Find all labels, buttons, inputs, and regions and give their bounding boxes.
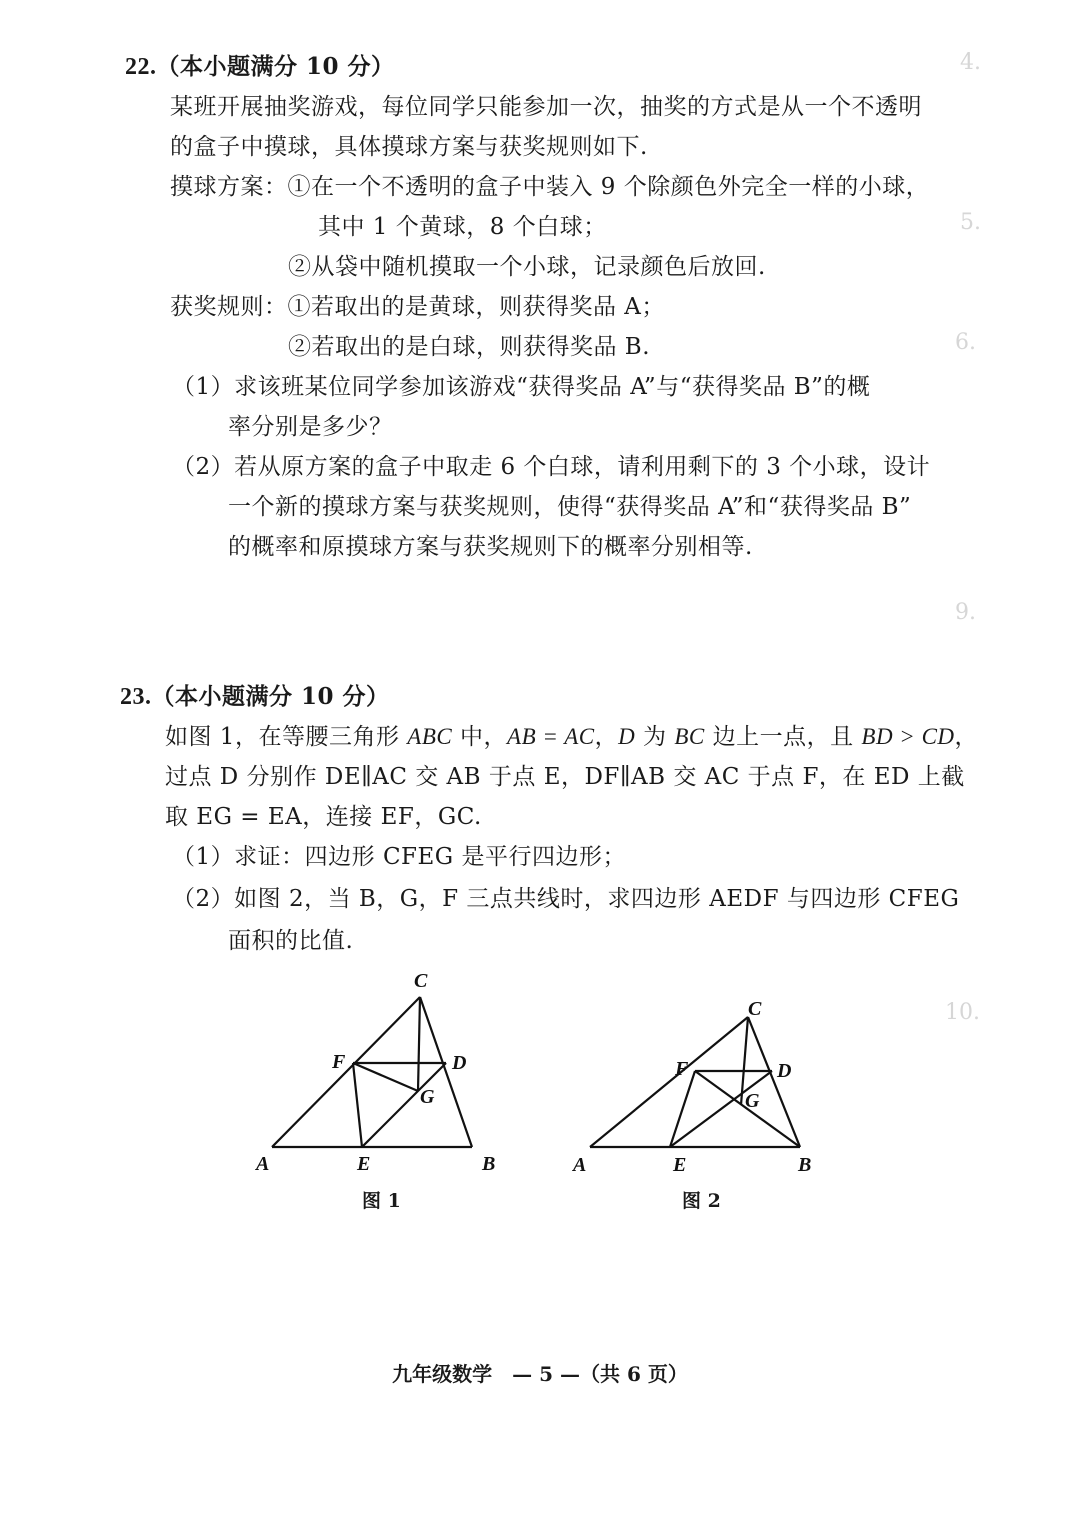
q22-plan-line-1 <box>170 172 929 202</box>
fig1-label-G: G <box>420 1086 435 1108</box>
q22-rule-line-2: ②若取出的是白球，则获得奖品 B. <box>288 334 651 360</box>
q22-intro-line-2: 的盒子中摸球，具体摸球方案与获奖规则如下. <box>170 134 648 160</box>
fig2-label-C: C <box>748 998 762 1020</box>
q23-number: 23. <box>120 684 152 710</box>
q22-rule-line-1 <box>170 292 665 322</box>
q23-line-3: 取 EG = EA，连接 EF，GC. <box>165 804 482 830</box>
fig2-label-D: D <box>777 1060 792 1082</box>
q22-intro-line-1: 某班开展抽奖游戏，每位同学只能参加一次，抽奖的方式是从一个不透明 <box>170 94 922 120</box>
fig2-label-F: F <box>675 1058 689 1080</box>
q22-heading <box>125 52 395 82</box>
figure-2-caption: 图 2 <box>682 1190 721 1212</box>
q22-number: 22. <box>125 54 157 80</box>
q23-text: ， <box>594 724 619 750</box>
bleed-through-text: 10. <box>945 1000 980 1025</box>
fig2-label-E: E <box>673 1154 687 1176</box>
bleed-through-text: 4. <box>960 50 981 75</box>
q22-part2-line-1: （2）若从原方案的盒子中取走 6 个白球，请利用剩下的 3 个小球，设计 <box>172 454 931 480</box>
q23-part2-line-2: 面积的比值. <box>228 928 354 954</box>
q22-part2-line-3: 的概率和原摸球方案与获奖规则下的概率分别相等. <box>228 534 753 560</box>
q23-line-1 <box>165 722 978 752</box>
q23-math: AB = AC <box>507 724 595 749</box>
figure-1-caption: 图 1 <box>362 1190 401 1212</box>
q22-plan-line-2: 其中 1 个黄球，8 个白球； <box>318 214 607 240</box>
fig2-label-A: A <box>573 1154 587 1176</box>
fig1-label-F: F <box>332 1051 346 1073</box>
q23-part1: （1）求证：四边形 CFEG 是平行四边形； <box>172 844 626 870</box>
q22-rule-1: ①若取出的是黄球，则获得奖品 A； <box>287 294 665 320</box>
q22-part1-line-2: 率分别是多少？ <box>228 414 393 440</box>
figure-1 <box>240 965 530 1180</box>
q22-plan-step-1: ①在一个不透明的盒子中装入 9 个除颜色外完全一样的小球， <box>287 174 930 200</box>
q23-heading <box>120 682 390 712</box>
q23-score: （本小题满分 10 分） <box>151 683 390 710</box>
q23-text: 如图 1，在等腰三角形 <box>165 724 408 750</box>
bleed-through-text: 9. <box>955 600 976 625</box>
fig1-segment-GC <box>418 997 420 1091</box>
q23-part2-line-1: （2）如图 2，当 B，G，F 三点共线时，求四边形 AEDF 与四边形 CFEG <box>172 886 960 912</box>
fig1-segment-EF <box>353 1063 362 1147</box>
q23-text: ， <box>954 724 979 750</box>
q23-math: BD > CD <box>861 724 955 749</box>
fig2-segment-AC <box>590 1017 748 1147</box>
q22-plan-label: 摸球方案： <box>170 174 288 200</box>
q22-plan-line-3: ②从袋中随机摸取一个小球，记录颜色后放回. <box>288 254 766 280</box>
q23-line-2: 过点 D 分别作 DE∥AC 交 AB 于点 E，DF∥AB 交 AC 于点 F，在 ED 上截 <box>165 764 965 790</box>
fig1-label-D: D <box>452 1052 467 1074</box>
fig1-segment-AC <box>272 997 420 1147</box>
fig1-segment-FG <box>353 1063 418 1091</box>
page-footer: 九年级数学 — 5 —（共 6 页） <box>392 1362 688 1386</box>
fig1-label-E: E <box>357 1153 371 1175</box>
fig2-label-G: G <box>745 1090 760 1112</box>
fig1-label-B: B <box>482 1153 496 1175</box>
fig2-segment-EF <box>670 1071 695 1147</box>
q22-rule-label: 获奖规则： <box>170 294 288 320</box>
q22-score: （本小题满分 10 分） <box>156 53 395 80</box>
q22-part2-line-2: 一个新的摸球方案与获奖规则，使得“获得奖品 A”和“获得奖品 B” <box>228 494 912 520</box>
bleed-through-text: 5. <box>960 210 981 235</box>
q23-text: 中， <box>452 724 508 750</box>
q23-math: D <box>618 724 636 749</box>
q23-text: 边上一点，且 <box>704 724 862 750</box>
q23-math: ABC <box>407 724 453 749</box>
bleed-through-text: 6. <box>955 330 976 355</box>
q23-text: 为 <box>635 724 675 750</box>
fig2-label-B: B <box>798 1154 812 1176</box>
fig1-label-A: A <box>256 1153 270 1175</box>
q23-math: BC <box>674 724 705 749</box>
fig1-label-C: C <box>414 970 428 992</box>
figure-2 <box>565 995 825 1185</box>
q22-part1-line-1: （1）求该班某位同学参加该游戏“获得奖品 A”与“获得奖品 B”的概 <box>172 374 871 400</box>
